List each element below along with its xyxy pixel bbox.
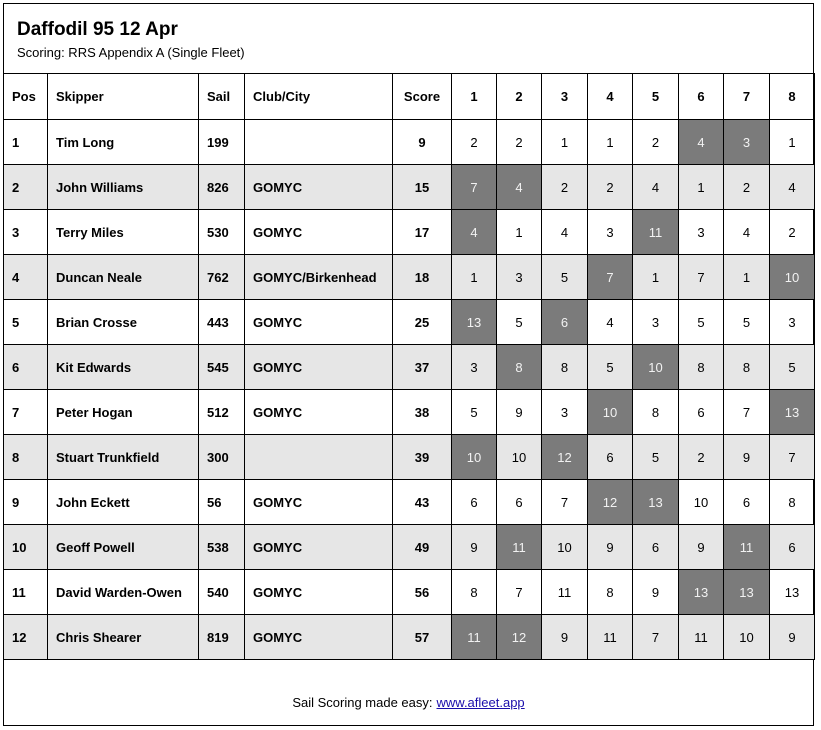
race-5-result-cell: 5 (633, 435, 679, 480)
skipper-cell: Geoff Powell (48, 525, 199, 570)
race-7-result-cell: 10 (724, 615, 770, 660)
race-5-result-cell: 1 (633, 255, 679, 300)
race-4-result-cell: 12 (588, 480, 633, 525)
race-1-result-cell: 3 (452, 345, 497, 390)
club-cell: GOMYC (245, 525, 393, 570)
race-6-result-cell: 13 (679, 570, 724, 615)
skipper-cell: Peter Hogan (48, 390, 199, 435)
col-header-race-2: 2 (497, 74, 542, 120)
race-6-result-cell: 3 (679, 210, 724, 255)
race-8-result-cell: 5 (770, 345, 815, 390)
sail-number-cell: 538 (199, 525, 245, 570)
race-2-result-cell: 8 (497, 345, 542, 390)
race-5-result-cell: 13 (633, 480, 679, 525)
race-6-result-cell: 4 (679, 120, 724, 165)
afleet-link[interactable]: www.afleet.app (436, 695, 525, 710)
table-row (4, 390, 815, 435)
race-7-result-cell: 9 (724, 435, 770, 480)
race-1-result-cell: 11 (452, 615, 497, 660)
col-header-race-1: 1 (452, 74, 497, 120)
race-1-result-cell: 5 (452, 390, 497, 435)
race-3-result-cell: 7 (542, 480, 588, 525)
race-8-result-cell: 9 (770, 615, 815, 660)
club-cell: GOMYC (245, 570, 393, 615)
race-6-result-cell: 6 (679, 390, 724, 435)
race-5-result-cell: 8 (633, 390, 679, 435)
race-3-result-cell: 2 (542, 165, 588, 210)
footer (3, 679, 814, 726)
race-2-result-cell: 6 (497, 480, 542, 525)
club-cell: GOMYC (245, 345, 393, 390)
race-7-result-cell: 3 (724, 120, 770, 165)
race-3-result-cell: 10 (542, 525, 588, 570)
race-1-result-cell: 7 (452, 165, 497, 210)
race-8-result-cell: 6 (770, 525, 815, 570)
race-3-result-cell: 5 (542, 255, 588, 300)
race-8-result-cell: 13 (770, 570, 815, 615)
table-row (4, 210, 815, 255)
race-8-result-cell: 1 (770, 120, 815, 165)
skipper-cell: Duncan Neale (48, 255, 199, 300)
race-6-result-cell: 2 (679, 435, 724, 480)
race-7-result-cell: 13 (724, 570, 770, 615)
race-3-result-cell: 4 (542, 210, 588, 255)
race-1-result-cell: 4 (452, 210, 497, 255)
skipper-cell: John Eckett (48, 480, 199, 525)
col-header-score: Score (393, 74, 452, 120)
sail-number-cell: 545 (199, 345, 245, 390)
skipper-cell: Chris Shearer (48, 615, 199, 660)
skipper-cell: Terry Miles (48, 210, 199, 255)
position-cell: 8 (4, 435, 48, 480)
score-cell: 56 (393, 570, 452, 615)
race-3-result-cell: 1 (542, 120, 588, 165)
footer-text: Sail Scoring made easy: (292, 695, 433, 710)
race-6-result-cell: 8 (679, 345, 724, 390)
race-3-result-cell: 6 (542, 300, 588, 345)
race-8-result-cell: 10 (770, 255, 815, 300)
table-row (4, 300, 815, 345)
race-2-result-cell: 3 (497, 255, 542, 300)
score-cell: 17 (393, 210, 452, 255)
race-1-result-cell: 10 (452, 435, 497, 480)
sail-number-cell: 56 (199, 480, 245, 525)
score-cell: 15 (393, 165, 452, 210)
race-8-result-cell: 2 (770, 210, 815, 255)
race-4-result-cell: 11 (588, 615, 633, 660)
race-2-result-cell: 11 (497, 525, 542, 570)
race-2-result-cell: 1 (497, 210, 542, 255)
club-cell (245, 435, 393, 480)
club-cell: GOMYC (245, 165, 393, 210)
results-body (4, 120, 815, 660)
race-3-result-cell: 8 (542, 345, 588, 390)
col-header-club: Club/City (245, 74, 393, 120)
race-4-result-cell: 9 (588, 525, 633, 570)
race-2-result-cell: 10 (497, 435, 542, 480)
table-row (4, 435, 815, 480)
score-cell: 38 (393, 390, 452, 435)
race-4-result-cell: 6 (588, 435, 633, 480)
score-cell: 39 (393, 435, 452, 480)
race-4-result-cell: 3 (588, 210, 633, 255)
race-2-result-cell: 12 (497, 615, 542, 660)
position-cell: 9 (4, 480, 48, 525)
col-header-race-6: 6 (679, 74, 724, 120)
col-header-race-5: 5 (633, 74, 679, 120)
col-header-race-8: 8 (770, 74, 815, 120)
race-4-result-cell: 5 (588, 345, 633, 390)
race-7-result-cell: 5 (724, 300, 770, 345)
position-cell: 7 (4, 390, 48, 435)
table-row (4, 480, 815, 525)
club-cell (245, 120, 393, 165)
club-cell: GOMYC/Birkenhead (245, 255, 393, 300)
table-row (4, 525, 815, 570)
race-1-result-cell: 13 (452, 300, 497, 345)
race-7-result-cell: 4 (724, 210, 770, 255)
race-1-result-cell: 9 (452, 525, 497, 570)
score-cell: 43 (393, 480, 452, 525)
position-cell: 6 (4, 345, 48, 390)
club-cell: GOMYC (245, 300, 393, 345)
position-cell: 5 (4, 300, 48, 345)
skipper-cell: Tim Long (48, 120, 199, 165)
score-cell: 37 (393, 345, 452, 390)
club-cell: GOMYC (245, 615, 393, 660)
race-1-result-cell: 1 (452, 255, 497, 300)
race-8-result-cell: 7 (770, 435, 815, 480)
race-4-result-cell: 7 (588, 255, 633, 300)
score-cell: 9 (393, 120, 452, 165)
skipper-cell: David Warden-Owen (48, 570, 199, 615)
col-header-pos: Pos (4, 74, 48, 120)
race-2-result-cell: 4 (497, 165, 542, 210)
table-row (4, 120, 815, 165)
table-row (4, 615, 815, 660)
race-8-result-cell: 3 (770, 300, 815, 345)
race-4-result-cell: 1 (588, 120, 633, 165)
position-cell: 1 (4, 120, 48, 165)
col-header-race-7: 7 (724, 74, 770, 120)
position-cell: 3 (4, 210, 48, 255)
race-6-result-cell: 10 (679, 480, 724, 525)
race-4-result-cell: 8 (588, 570, 633, 615)
race-7-result-cell: 8 (724, 345, 770, 390)
scoring-subtitle: Scoring: RRS Appendix A (Single Fleet) (17, 45, 245, 60)
race-7-result-cell: 7 (724, 390, 770, 435)
club-cell: GOMYC (245, 480, 393, 525)
col-header-race-4: 4 (588, 74, 633, 120)
skipper-cell: John Williams (48, 165, 199, 210)
table-row (4, 165, 815, 210)
position-cell: 10 (4, 525, 48, 570)
results-header (3, 3, 814, 82)
race-8-result-cell: 13 (770, 390, 815, 435)
race-6-result-cell: 11 (679, 615, 724, 660)
race-1-result-cell: 8 (452, 570, 497, 615)
skipper-cell: Stuart Trunkfield (48, 435, 199, 480)
position-cell: 2 (4, 165, 48, 210)
sail-number-cell: 199 (199, 120, 245, 165)
race-3-result-cell: 12 (542, 435, 588, 480)
race-7-result-cell: 6 (724, 480, 770, 525)
race-6-result-cell: 9 (679, 525, 724, 570)
sail-number-cell: 819 (199, 615, 245, 660)
club-cell: GOMYC (245, 210, 393, 255)
race-3-result-cell: 9 (542, 615, 588, 660)
col-header-sail: Sail (199, 74, 245, 120)
page-title: Daffodil 95 12 Apr (17, 19, 178, 40)
race-5-result-cell: 2 (633, 120, 679, 165)
race-5-result-cell: 3 (633, 300, 679, 345)
sail-number-cell: 530 (199, 210, 245, 255)
score-cell: 49 (393, 525, 452, 570)
race-3-result-cell: 3 (542, 390, 588, 435)
sail-number-cell: 762 (199, 255, 245, 300)
skipper-cell: Kit Edwards (48, 345, 199, 390)
race-5-result-cell: 11 (633, 210, 679, 255)
race-4-result-cell: 2 (588, 165, 633, 210)
sail-number-cell: 512 (199, 390, 245, 435)
race-2-result-cell: 5 (497, 300, 542, 345)
race-2-result-cell: 7 (497, 570, 542, 615)
col-header-race-3: 3 (542, 74, 588, 120)
race-5-result-cell: 4 (633, 165, 679, 210)
position-cell: 11 (4, 570, 48, 615)
table-row (4, 345, 815, 390)
race-2-result-cell: 2 (497, 120, 542, 165)
race-4-result-cell: 10 (588, 390, 633, 435)
race-5-result-cell: 7 (633, 615, 679, 660)
sail-number-cell: 443 (199, 300, 245, 345)
race-3-result-cell: 11 (542, 570, 588, 615)
table-row (4, 255, 815, 300)
race-6-result-cell: 7 (679, 255, 724, 300)
race-5-result-cell: 9 (633, 570, 679, 615)
sail-number-cell: 300 (199, 435, 245, 480)
table-row (4, 570, 815, 615)
race-2-result-cell: 9 (497, 390, 542, 435)
race-1-result-cell: 2 (452, 120, 497, 165)
race-7-result-cell: 11 (724, 525, 770, 570)
col-header-skipper: Skipper (48, 74, 199, 120)
race-8-result-cell: 8 (770, 480, 815, 525)
skipper-cell: Brian Crosse (48, 300, 199, 345)
race-7-result-cell: 1 (724, 255, 770, 300)
race-5-result-cell: 10 (633, 345, 679, 390)
race-7-result-cell: 2 (724, 165, 770, 210)
position-cell: 4 (4, 255, 48, 300)
race-4-result-cell: 4 (588, 300, 633, 345)
race-8-result-cell: 4 (770, 165, 815, 210)
results-table (3, 73, 815, 660)
sail-number-cell: 826 (199, 165, 245, 210)
race-6-result-cell: 5 (679, 300, 724, 345)
sail-number-cell: 540 (199, 570, 245, 615)
club-cell: GOMYC (245, 390, 393, 435)
header-row (4, 74, 815, 120)
race-6-result-cell: 1 (679, 165, 724, 210)
score-cell: 18 (393, 255, 452, 300)
race-5-result-cell: 6 (633, 525, 679, 570)
score-cell: 57 (393, 615, 452, 660)
score-cell: 25 (393, 300, 452, 345)
position-cell: 12 (4, 615, 48, 660)
race-1-result-cell: 6 (452, 480, 497, 525)
